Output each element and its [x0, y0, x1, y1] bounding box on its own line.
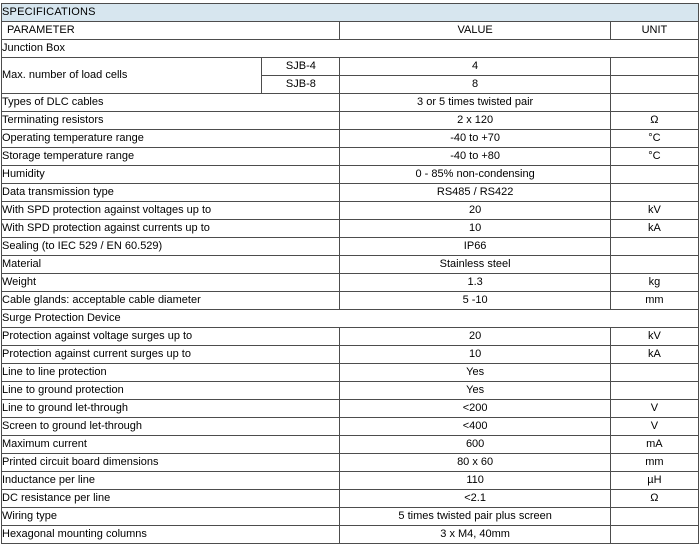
- row-parameter: Hexagonal mounting columns: [2, 526, 340, 544]
- row-value: 600: [340, 436, 610, 454]
- row-parameter: Wiring type: [2, 508, 340, 526]
- row-value: -40 to +70: [340, 130, 610, 148]
- row-value: 5 -10: [340, 292, 610, 310]
- table-row: [2, 58, 699, 76]
- row-parameter: With SPD protection against voltages up to: [2, 202, 340, 220]
- table-row: [2, 256, 699, 274]
- row-value: 4: [340, 58, 610, 76]
- row-value: 110: [340, 472, 610, 490]
- row-parameter: Max. number of load cells: [2, 58, 262, 94]
- row-subparameter: SJB-4: [262, 58, 340, 76]
- row-value: <200: [340, 400, 610, 418]
- table-row: [2, 418, 699, 436]
- row-parameter: Weight: [2, 274, 340, 292]
- row-parameter: Screen to ground let-through: [2, 418, 340, 436]
- row-unit: [610, 526, 698, 544]
- table-row: [2, 472, 699, 490]
- row-unit: [610, 166, 698, 184]
- row-value: Yes: [340, 364, 610, 382]
- table-row: [2, 400, 699, 418]
- row-unit: kA: [610, 346, 698, 364]
- specifications-sheet: [0, 3, 700, 540]
- table-row: [2, 94, 699, 112]
- row-value: Yes: [340, 382, 610, 400]
- row-subparameter: SJB-8: [262, 76, 340, 94]
- row-unit: mA: [610, 436, 698, 454]
- row-unit: µH: [610, 472, 698, 490]
- column-header-value: VALUE: [340, 22, 610, 40]
- specifications-table: [1, 3, 699, 544]
- row-value: 10: [340, 220, 610, 238]
- row-unit: kg: [610, 274, 698, 292]
- row-unit: Ω: [610, 490, 698, 508]
- row-value: 80 x 60: [340, 454, 610, 472]
- row-parameter: Printed circuit board dimensions: [2, 454, 340, 472]
- section-row: [2, 310, 699, 328]
- table-row: [2, 490, 699, 508]
- table-row: [2, 220, 699, 238]
- row-parameter: Maximum current: [2, 436, 340, 454]
- table-row: [2, 274, 699, 292]
- table-row: [2, 112, 699, 130]
- row-unit: [610, 238, 698, 256]
- row-value: 20: [340, 202, 610, 220]
- row-parameter: Data transmission type: [2, 184, 340, 202]
- row-parameter: Humidity: [2, 166, 340, 184]
- table-title-row: [2, 4, 699, 22]
- row-value: 10: [340, 346, 610, 364]
- row-unit: °C: [610, 148, 698, 166]
- column-header-unit: UNIT: [610, 22, 698, 40]
- row-parameter: Inductance per line: [2, 472, 340, 490]
- row-parameter: Protection against voltage surges up to: [2, 328, 340, 346]
- row-parameter: DC resistance per line: [2, 490, 340, 508]
- row-value: 5 times twisted pair plus screen: [340, 508, 610, 526]
- row-unit: V: [610, 400, 698, 418]
- row-parameter: Material: [2, 256, 340, 274]
- row-parameter: Line to line protection: [2, 364, 340, 382]
- row-value: 2 x 120: [340, 112, 610, 130]
- row-parameter: Storage temperature range: [2, 148, 340, 166]
- table-row: [2, 148, 699, 166]
- row-value: 8: [340, 76, 610, 94]
- table-row: [2, 328, 699, 346]
- table-row: [2, 436, 699, 454]
- row-unit: [610, 382, 698, 400]
- table-row: [2, 202, 699, 220]
- table-row: [2, 364, 699, 382]
- row-value: IP66: [340, 238, 610, 256]
- row-unit: kV: [610, 202, 698, 220]
- table-row: [2, 346, 699, 364]
- table-row: [2, 184, 699, 202]
- row-value: Stainless steel: [340, 256, 610, 274]
- row-unit: [610, 184, 698, 202]
- row-parameter: Operating temperature range: [2, 130, 340, 148]
- table-row: [2, 508, 699, 526]
- row-value: -40 to +80: [340, 148, 610, 166]
- row-unit: [610, 364, 698, 382]
- row-unit: Ω: [610, 112, 698, 130]
- section-title: Junction Box: [2, 40, 699, 58]
- row-value: RS485 / RS422: [340, 184, 610, 202]
- row-value: 0 - 85% non-condensing: [340, 166, 610, 184]
- row-parameter: Line to ground let-through: [2, 400, 340, 418]
- table-body: [2, 4, 699, 544]
- table-row: [2, 382, 699, 400]
- row-parameter: Types of DLC cables: [2, 94, 340, 112]
- row-parameter: With SPD protection against currents up to: [2, 220, 340, 238]
- section-row: [2, 40, 699, 58]
- row-parameter: Cable glands: acceptable cable diameter: [2, 292, 340, 310]
- row-unit: °C: [610, 130, 698, 148]
- row-parameter: Sealing (to IEC 529 / EN 60.529): [2, 238, 340, 256]
- row-unit: kA: [610, 220, 698, 238]
- specifications-title: SPECIFICATIONS: [2, 4, 699, 22]
- table-row: [2, 166, 699, 184]
- row-unit: V: [610, 418, 698, 436]
- row-unit: [610, 508, 698, 526]
- row-value: 3 x M4, 40mm: [340, 526, 610, 544]
- table-header-row: [2, 22, 699, 40]
- section-title: Surge Protection Device: [2, 310, 699, 328]
- row-unit: mm: [610, 292, 698, 310]
- row-unit: [610, 76, 698, 94]
- row-parameter: Terminating resistors: [2, 112, 340, 130]
- row-value: 1.3: [340, 274, 610, 292]
- table-row: [2, 292, 699, 310]
- row-unit: [610, 256, 698, 274]
- table-row: [2, 130, 699, 148]
- row-unit: [610, 94, 698, 112]
- row-parameter: Protection against current surges up to: [2, 346, 340, 364]
- table-row: [2, 238, 699, 256]
- table-row: [2, 526, 699, 544]
- row-parameter: Line to ground protection: [2, 382, 340, 400]
- row-unit: [610, 58, 698, 76]
- row-value: <400: [340, 418, 610, 436]
- row-unit: mm: [610, 454, 698, 472]
- row-unit: kV: [610, 328, 698, 346]
- row-value: 3 or 5 times twisted pair: [340, 94, 610, 112]
- column-header-parameter: PARAMETER: [2, 22, 340, 40]
- table-row: [2, 454, 699, 472]
- row-value: <2.1: [340, 490, 610, 508]
- row-value: 20: [340, 328, 610, 346]
